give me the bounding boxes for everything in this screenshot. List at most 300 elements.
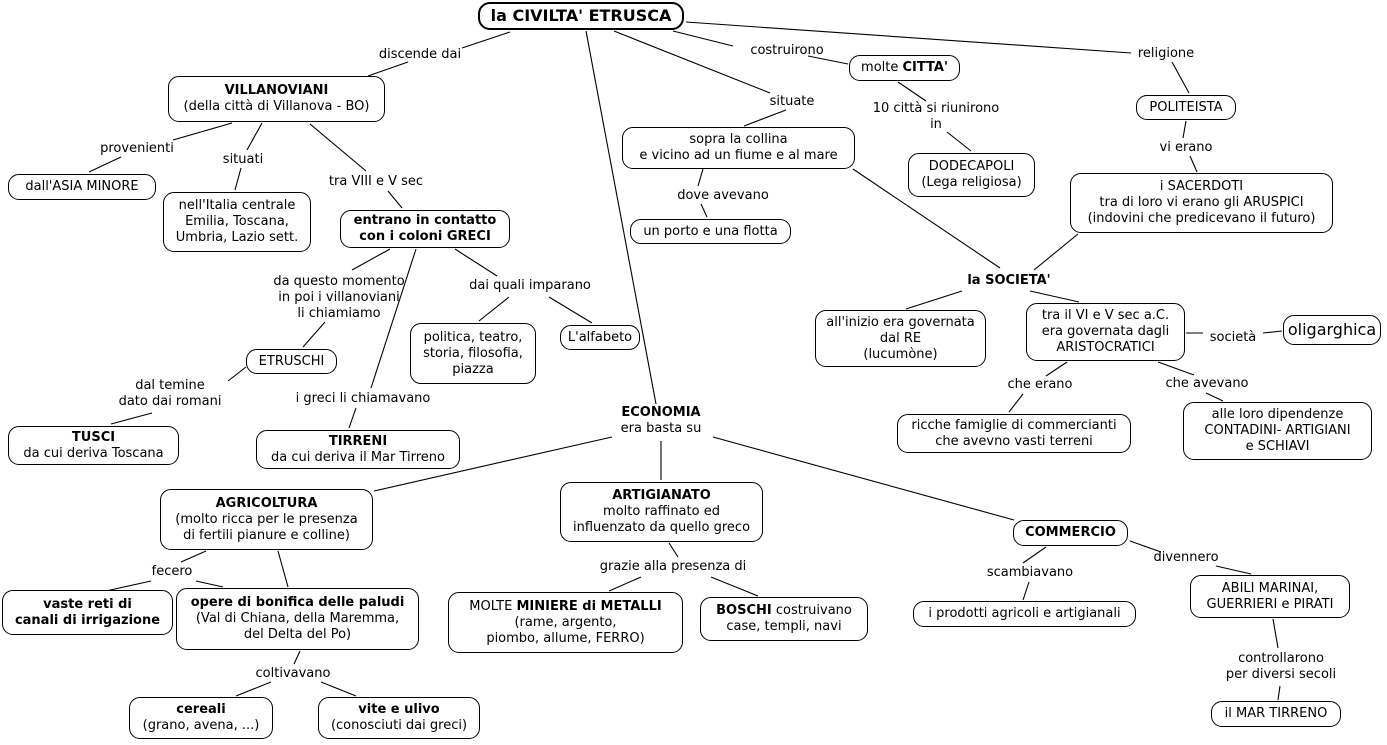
edge-label-coltivavano <box>256 666 331 682</box>
text-segment: Emilia, Toscana, <box>185 214 289 229</box>
text-segment: molte <box>861 60 903 75</box>
text-segment: in <box>930 117 942 132</box>
text-segment: case, templi, navi <box>726 619 842 634</box>
edge-46 <box>278 551 288 587</box>
edge-13 <box>1034 234 1078 270</box>
edge-32 <box>455 249 497 276</box>
text-segment: era governata dagli <box>1041 324 1170 339</box>
text-line <box>119 394 222 410</box>
text-segment-bold: vite e ulivo <box>358 702 440 717</box>
node-porto-flotta <box>630 219 791 244</box>
text-line <box>329 434 387 450</box>
text-segment: piombo, allume, FERRO) <box>486 630 645 646</box>
text-line <box>100 141 174 157</box>
edge-label-che-avevano <box>1165 376 1248 392</box>
edge-37 <box>549 297 592 323</box>
text-segment: DODECAPOLI <box>928 159 1015 174</box>
edge-22 <box>1206 393 1223 401</box>
text-segment: e vicino ad un fiume e al mare <box>639 148 838 163</box>
text-line <box>573 520 750 536</box>
text-line <box>183 528 350 544</box>
text-segment: (Lega religiosa) <box>921 175 1022 190</box>
text-segment: da cui deriva il Mar Tirreno <box>270 449 445 465</box>
edge-label-economia <box>621 405 702 437</box>
text-line <box>23 446 163 462</box>
text-line <box>1099 195 1303 211</box>
text-line <box>643 224 777 240</box>
node-miniere <box>448 592 683 653</box>
text-segment: MOLTE <box>469 598 517 614</box>
text-segment: costruirono <box>750 43 824 58</box>
text-line <box>72 430 115 446</box>
edge-label-la-societa <box>967 273 1050 289</box>
text-segment: di fertili pianure e colline) <box>183 527 350 543</box>
text-line <box>514 615 616 631</box>
edge-label-greci-chiamavano <box>296 391 431 407</box>
text-line <box>621 405 702 421</box>
node-artigianato <box>560 482 763 542</box>
text-segment: (conosciuti dai greci) <box>330 718 468 733</box>
text-segment: fecero <box>151 564 193 579</box>
edge-28 <box>388 191 402 208</box>
edge-23 <box>173 123 232 140</box>
text-segment: nell'Italia centrale <box>178 198 296 213</box>
text-line <box>935 434 1093 450</box>
node-prodotti <box>913 601 1136 627</box>
edge-label-scambiavano <box>987 565 1073 581</box>
text-line <box>359 229 491 245</box>
edge-29 <box>352 249 390 270</box>
text-segment: un porto e una flotta <box>643 223 778 239</box>
text-line <box>191 595 405 611</box>
text-segment: vi erano <box>1159 140 1213 155</box>
text-segment-bold: vaste reti di <box>43 596 132 612</box>
text-segment: tra VIII e V sec <box>328 174 424 189</box>
node-dipendenze <box>1183 402 1372 460</box>
text-segment-bold: opere di bonifica delle paludi <box>190 595 405 610</box>
text-line <box>259 354 325 370</box>
text-segment: piazza <box>452 361 494 377</box>
text-line <box>486 631 644 647</box>
text-line <box>143 718 260 734</box>
text-segment: situati <box>222 152 264 167</box>
node-commercio <box>1013 520 1128 546</box>
text-segment: controllarono <box>1238 651 1324 666</box>
text-line <box>1153 550 1218 566</box>
edge-8 <box>1172 62 1189 93</box>
edge-20 <box>1009 394 1023 412</box>
node-contatto-greci <box>340 210 510 248</box>
node-molte-citta <box>849 55 960 81</box>
text-segment-bold: entrano in contatto <box>353 213 497 228</box>
node-mar-tirreno <box>1211 701 1341 727</box>
edge-51 <box>609 577 641 591</box>
text-line <box>184 99 370 115</box>
edge-0 <box>462 32 510 48</box>
text-segment: dato dai romani <box>118 394 222 409</box>
text-segment: del Delta del Po) <box>243 627 352 642</box>
text-line <box>967 273 1050 289</box>
text-segment: provenienti <box>100 141 174 156</box>
text-segment-bold: ECONOMIA <box>621 405 701 420</box>
node-oligarghica <box>1283 315 1381 345</box>
node-cereali <box>129 697 273 739</box>
text-segment: ABILI MARINAI, <box>1221 580 1319 596</box>
node-marinai <box>1190 575 1350 618</box>
text-line <box>176 230 298 246</box>
edge-52 <box>711 577 758 596</box>
text-line <box>331 718 467 734</box>
text-line <box>15 613 160 629</box>
text-line <box>639 148 837 164</box>
node-italia-centrale <box>163 192 311 252</box>
edge-16 <box>1030 291 1079 302</box>
text-line <box>491 8 672 24</box>
text-line <box>1138 46 1194 62</box>
text-line <box>469 599 661 615</box>
text-line <box>1160 140 1213 156</box>
edge-57 <box>1273 619 1278 648</box>
text-segment: i prodotti agricoli e artigianali <box>928 606 1121 621</box>
edge-18 <box>1263 331 1282 333</box>
text-line <box>1246 439 1310 455</box>
text-segment: tra di loro vi erano gli ARUSPICI <box>1099 195 1304 210</box>
text-line <box>603 504 720 520</box>
text-line <box>826 315 974 331</box>
edge-48 <box>236 682 271 696</box>
edge-label-dove-avevano <box>677 188 769 204</box>
text-line <box>452 362 493 378</box>
text-segment: POLITEISTA <box>1149 99 1223 115</box>
text-segment: società <box>1209 330 1257 345</box>
text-line <box>1207 597 1334 613</box>
text-line <box>880 331 921 347</box>
text-segment: i SACERDOTI <box>1159 179 1244 194</box>
text-line <box>152 564 193 580</box>
text-line <box>1212 407 1344 423</box>
text-line <box>1042 324 1170 340</box>
text-segment: dall'ASIA MINORE <box>25 179 139 194</box>
text-line <box>612 488 711 504</box>
edge-9 <box>898 82 926 101</box>
text-segment-bold: TIRRENI <box>328 433 388 449</box>
text-segment: all'inizio era governata <box>826 314 975 330</box>
text-segment-bold: AGRICOLTURA <box>215 495 318 511</box>
text-segment: in poi i villanoviani <box>278 290 400 305</box>
text-line <box>256 666 331 682</box>
text-line <box>600 559 747 575</box>
edge-label-discende-dai <box>379 47 461 63</box>
edge-25 <box>247 123 262 150</box>
text-segment-bold: VILLANOVIANI <box>224 83 329 98</box>
text-segment: sopra la collina <box>689 132 788 147</box>
text-line <box>1165 376 1248 392</box>
text-segment: (Val di Chiana, della Maremma, <box>195 611 400 626</box>
text-line <box>358 702 439 718</box>
text-segment: Umbria, Lazio sett. <box>175 230 299 245</box>
edge-54 <box>1023 582 1029 600</box>
text-segment: CONTADINI- ARTIGIANI <box>1204 423 1351 438</box>
text-line <box>25 179 138 195</box>
text-segment: dal RE <box>879 330 922 346</box>
edge-33 <box>303 322 325 347</box>
text-segment: ARISTOCRATICI <box>1056 340 1155 355</box>
edge-label-situati <box>223 152 263 168</box>
node-agricoltura <box>160 489 373 550</box>
edge-label-costruirono <box>750 43 823 59</box>
node-tirreni <box>256 430 460 469</box>
edge-label-da-questo <box>273 274 404 322</box>
text-line <box>873 117 1000 133</box>
text-line <box>1222 581 1318 597</box>
text-segment: li chiamiamo <box>297 306 381 321</box>
edge-35 <box>111 413 152 424</box>
node-politica <box>410 323 536 384</box>
text-segment: oligarghica <box>1287 320 1377 339</box>
edge-label-divennero <box>1153 550 1218 566</box>
text-line <box>929 159 1015 175</box>
text-line <box>987 565 1073 581</box>
edge-label-religione <box>1138 46 1194 62</box>
edge-24 <box>89 157 121 172</box>
edge-5 <box>673 31 733 46</box>
edge-27 <box>310 124 366 171</box>
text-segment-bold: la CIVILTA' ETRUSCA <box>490 6 672 25</box>
text-segment: divennero <box>1153 550 1219 565</box>
text-line <box>296 391 431 407</box>
text-segment: il MAR TIRRENO <box>1224 706 1328 721</box>
text-line <box>354 213 497 229</box>
text-line <box>621 421 702 437</box>
text-segment: che avevano <box>1165 376 1249 391</box>
text-line <box>677 188 769 204</box>
node-collina <box>622 127 855 169</box>
text-segment: scambiavano <box>986 565 1074 580</box>
node-vaste-reti <box>2 590 173 635</box>
edge-31 <box>349 408 356 428</box>
text-line <box>1056 340 1154 356</box>
text-line <box>379 47 461 63</box>
text-line <box>1225 706 1328 722</box>
text-segment-bold: CITTA' <box>902 60 948 75</box>
edge-38 <box>698 169 703 186</box>
edge-50 <box>669 543 678 557</box>
text-segment: politica, teatro, <box>423 329 523 345</box>
edge-label-grazie <box>600 559 747 575</box>
text-line <box>1042 308 1169 324</box>
text-segment: dai quali imparano <box>469 278 591 293</box>
text-line <box>750 43 823 59</box>
edge-1 <box>368 62 408 76</box>
text-segment: tra il VI e V sec a.C. <box>1041 308 1170 323</box>
edge-53 <box>1023 547 1046 563</box>
text-line <box>770 94 815 110</box>
text-line <box>175 512 357 528</box>
text-segment: da questo momento <box>273 274 405 289</box>
text-segment: per diversi secoli <box>1225 667 1337 682</box>
edge-label-dieci-citta <box>873 101 1000 133</box>
text-line <box>1160 179 1243 195</box>
text-line <box>43 597 132 613</box>
text-line <box>1025 525 1116 541</box>
text-line <box>185 214 289 230</box>
text-segment: i greci li chiamavano <box>295 391 431 406</box>
text-segment-bold: TUSCI <box>71 429 116 445</box>
text-line <box>1204 423 1350 439</box>
node-asia-minore <box>8 174 156 200</box>
text-segment: coltivavano <box>255 666 331 681</box>
text-segment: (rame, argento, <box>514 614 617 630</box>
text-segment-bold: BOSCHI <box>716 603 772 618</box>
text-line <box>863 347 937 363</box>
text-segment: che avevno vasti terreni <box>935 433 1093 449</box>
edge-34 <box>228 367 246 381</box>
edge-58 <box>1278 686 1280 700</box>
edge-3 <box>744 110 786 126</box>
edge-label-dai-quali <box>469 278 591 294</box>
text-segment: religione <box>1137 46 1195 61</box>
text-line <box>1149 100 1222 116</box>
text-line <box>568 330 632 346</box>
text-line <box>176 702 225 718</box>
node-sacerdoti <box>1070 173 1333 233</box>
text-segment: dal temine <box>135 378 205 393</box>
text-segment-bold: MINIERE di METALLI <box>516 598 662 614</box>
node-title <box>478 2 684 30</box>
text-line <box>423 346 523 362</box>
text-segment: discende dai <box>378 47 462 62</box>
text-line <box>469 278 591 294</box>
node-ricche-famiglie <box>897 414 1131 453</box>
text-segment: ETRUSCHI <box>258 353 325 369</box>
text-line <box>329 174 423 190</box>
text-line <box>1210 330 1257 346</box>
node-bonifica <box>176 588 419 650</box>
text-line <box>726 619 841 635</box>
text-line <box>244 627 351 643</box>
text-line <box>873 101 1000 117</box>
edge-45 <box>196 581 223 587</box>
text-segment-bold: ARTIGIANATO <box>612 488 711 503</box>
node-tusci <box>8 426 179 465</box>
edge-36 <box>479 297 509 321</box>
node-aristocratici <box>1026 303 1185 361</box>
text-line <box>273 306 404 322</box>
edge-2 <box>614 31 770 93</box>
text-segment: 10 città si riunirono <box>872 101 1000 116</box>
node-dodecapoli <box>908 153 1035 197</box>
text-segment: dove avevano <box>677 188 769 203</box>
edge-label-fecero <box>152 564 193 580</box>
edge-label-dal-temine <box>119 378 222 410</box>
text-segment-bold: la SOCIETA' <box>967 273 1051 288</box>
node-etruschi <box>246 349 337 374</box>
text-segment: (lucumòne) <box>863 346 938 362</box>
text-segment: grazie alla presenza di <box>599 559 747 574</box>
node-boschi <box>700 597 868 641</box>
text-segment: da cui deriva Toscana <box>23 445 164 461</box>
edge-label-provenienti <box>100 141 174 157</box>
text-segment: e SCHIAVI <box>1245 439 1310 454</box>
node-villanoviani <box>168 76 385 122</box>
edge-label-societa-lbl <box>1210 330 1257 346</box>
node-vite-ulivo <box>318 697 480 739</box>
text-line <box>424 330 523 346</box>
edge-label-vi-erano <box>1160 140 1213 156</box>
text-line <box>1007 377 1072 393</box>
text-line <box>273 290 404 306</box>
text-segment-bold: canali di irrigazione <box>14 612 161 628</box>
text-line <box>689 132 787 148</box>
text-line <box>271 450 445 466</box>
text-line <box>119 378 222 394</box>
text-segment: (della città di Villanova - BO) <box>183 99 370 114</box>
text-segment: molto raffinato ed <box>603 504 720 519</box>
text-segment: costruivano <box>771 603 852 618</box>
text-segment: ricche famiglie di commercianti <box>911 417 1117 433</box>
text-line <box>928 606 1120 622</box>
node-politeista <box>1136 95 1236 120</box>
text-segment-bold: con i coloni GRECI <box>359 229 491 244</box>
text-line <box>179 198 296 214</box>
edge-43 <box>181 551 206 562</box>
text-line <box>911 418 1116 434</box>
edge-10 <box>947 132 971 151</box>
edge-21 <box>1158 362 1194 375</box>
text-segment: era basta su <box>620 421 702 436</box>
node-governata-re <box>815 310 986 367</box>
text-line <box>1288 322 1376 338</box>
text-line <box>1226 651 1336 667</box>
edge-56 <box>1216 566 1251 574</box>
text-segment: (molto ricca per le presenza <box>175 511 358 527</box>
edge-label-che-erano <box>1007 377 1072 393</box>
edge-15 <box>906 291 962 309</box>
text-line <box>1088 211 1316 227</box>
text-segment: alle loro dipendenze <box>1211 407 1344 422</box>
edge-12 <box>1190 156 1197 172</box>
text-segment: che erano <box>1007 377 1073 392</box>
edge-label-situate <box>770 94 815 110</box>
text-segment: GUERRIERI e PIRATI <box>1206 596 1334 612</box>
text-segment-bold: cereali <box>176 702 226 717</box>
text-line <box>716 603 852 619</box>
text-line <box>225 83 329 99</box>
text-line <box>216 496 318 512</box>
text-line <box>861 60 948 76</box>
edge-39 <box>701 204 707 217</box>
text-segment: situate <box>769 94 815 109</box>
text-segment: storia, filosofia, <box>423 345 523 361</box>
text-line <box>921 175 1021 191</box>
text-line <box>1226 667 1336 683</box>
edge-11 <box>1183 121 1186 138</box>
text-segment: L'alfabeto <box>567 329 633 345</box>
text-segment: (grano, avena, ...) <box>142 718 260 733</box>
edge-19 <box>1046 362 1067 376</box>
edge-label-tra-viii <box>329 174 423 190</box>
text-line <box>273 274 404 290</box>
text-segment: (indovini che predicevano il futuro) <box>1087 211 1316 226</box>
text-segment-bold: COMMERCIO <box>1025 525 1116 540</box>
text-line <box>223 152 263 168</box>
node-alfabeto <box>560 325 640 350</box>
edge-label-controllarono <box>1226 651 1336 683</box>
text-segment: influenzato da quello greco <box>572 520 751 535</box>
edge-26 <box>235 168 241 190</box>
edge-49 <box>321 682 356 696</box>
text-line <box>196 611 399 627</box>
